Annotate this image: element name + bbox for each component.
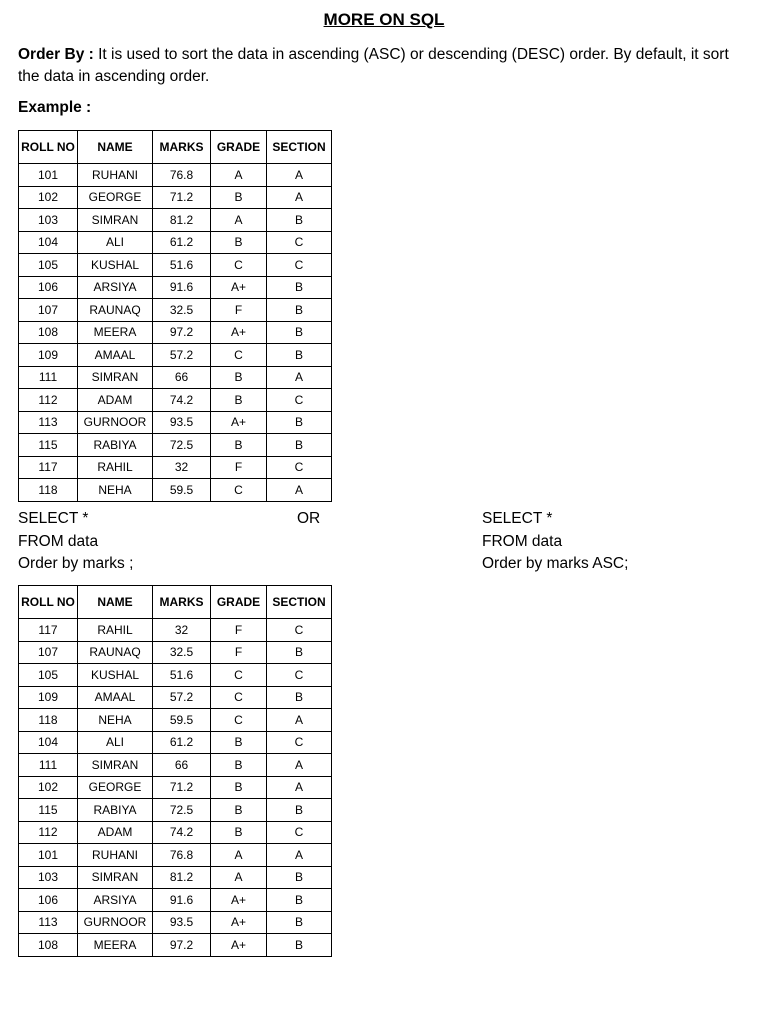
roll-no-cell: 102 <box>19 776 78 799</box>
table-row <box>19 389 332 412</box>
page-title: MORE ON SQL <box>323 10 445 29</box>
col-section: SECTION <box>267 586 332 619</box>
name-cell: ALI <box>78 731 153 754</box>
table-row <box>19 456 332 479</box>
marks-cell: 32.5 <box>153 641 211 664</box>
table-row <box>19 844 332 867</box>
section-cell: A <box>267 776 332 799</box>
grade-cell: C <box>211 479 267 502</box>
section-cell: C <box>267 664 332 687</box>
table-row <box>19 164 332 187</box>
roll-no-cell: 109 <box>19 344 78 367</box>
original-data-table <box>18 130 332 502</box>
name-cell: SIMRAN <box>78 209 153 232</box>
name-cell: ADAM <box>78 821 153 844</box>
example-label: Example : <box>18 99 92 116</box>
roll-no-cell: 106 <box>19 276 78 299</box>
grade-cell: B <box>211 754 267 777</box>
grade-cell: B <box>211 434 267 457</box>
grade-cell: C <box>211 344 267 367</box>
name-cell: AMAAL <box>78 686 153 709</box>
roll-no-cell: 115 <box>19 434 78 457</box>
table-row <box>19 686 332 709</box>
grade-cell: F <box>211 299 267 322</box>
grade-cell: C <box>211 686 267 709</box>
grade-cell: A+ <box>211 934 267 957</box>
marks-cell: 61.2 <box>153 231 211 254</box>
grade-cell: B <box>211 389 267 412</box>
name-cell: RABIYA <box>78 434 153 457</box>
marks-cell: 93.5 <box>153 411 211 434</box>
section-cell: A <box>267 186 332 209</box>
table-row <box>19 186 332 209</box>
roll-no-cell: 111 <box>19 754 78 777</box>
col-name: NAME <box>78 586 153 619</box>
col-grade: GRADE <box>211 586 267 619</box>
table-row <box>19 664 332 687</box>
name-cell: ARSIYA <box>78 276 153 299</box>
section-cell: B <box>267 911 332 934</box>
section-cell: C <box>267 254 332 277</box>
query-right <box>482 508 628 576</box>
name-cell: ALI <box>78 231 153 254</box>
table-row <box>19 754 332 777</box>
table-row <box>19 776 332 799</box>
marks-cell: 72.5 <box>153 799 211 822</box>
section-cell: B <box>267 934 332 957</box>
col-roll-no: ROLL NO <box>19 586 78 619</box>
grade-cell: A <box>211 209 267 232</box>
marks-cell: 93.5 <box>153 911 211 934</box>
section-cell: A <box>267 709 332 732</box>
table-row <box>19 299 332 322</box>
section-cell: C <box>267 821 332 844</box>
table-row <box>19 641 332 664</box>
col-section: SECTION <box>267 131 332 164</box>
section-cell: A <box>267 164 332 187</box>
grade-cell: A+ <box>211 276 267 299</box>
grade-cell: B <box>211 366 267 389</box>
marks-cell: 76.8 <box>153 844 211 867</box>
section-cell: C <box>267 389 332 412</box>
col-roll-no: ROLL NO <box>19 131 78 164</box>
grade-cell: A+ <box>211 321 267 344</box>
grade-cell: A <box>211 844 267 867</box>
name-cell: GEORGE <box>78 776 153 799</box>
query-left-select: SELECT * <box>18 510 89 527</box>
section-cell: A <box>267 844 332 867</box>
section-cell: B <box>267 411 332 434</box>
query-left-order: Order by marks ; <box>18 555 134 572</box>
marks-cell: 76.8 <box>153 164 211 187</box>
name-cell: SIMRAN <box>78 754 153 777</box>
name-cell: RAHIL <box>78 619 153 642</box>
marks-cell: 32 <box>153 619 211 642</box>
name-cell: RAUNAQ <box>78 641 153 664</box>
name-cell: MEERA <box>78 321 153 344</box>
table-row <box>19 866 332 889</box>
name-cell: RAHIL <box>78 456 153 479</box>
roll-no-cell: 112 <box>19 821 78 844</box>
section-cell: B <box>267 344 332 367</box>
grade-cell: B <box>211 799 267 822</box>
name-cell: SIMRAN <box>78 866 153 889</box>
name-cell: RUHANI <box>78 844 153 867</box>
name-cell: NEHA <box>78 479 153 502</box>
name-cell: KUSHAL <box>78 254 153 277</box>
table-row <box>19 619 332 642</box>
roll-no-cell: 106 <box>19 889 78 912</box>
name-cell: RUHANI <box>78 164 153 187</box>
table-row <box>19 254 332 277</box>
roll-no-cell: 102 <box>19 186 78 209</box>
grade-cell: B <box>211 731 267 754</box>
grade-cell: B <box>211 231 267 254</box>
name-cell: GURNOOR <box>78 411 153 434</box>
table-row <box>19 479 332 502</box>
marks-cell: 97.2 <box>153 934 211 957</box>
table-row <box>19 799 332 822</box>
section-cell: B <box>267 641 332 664</box>
roll-no-cell: 117 <box>19 456 78 479</box>
col-name: NAME <box>78 131 153 164</box>
marks-cell: 51.6 <box>153 254 211 277</box>
roll-no-cell: 112 <box>19 389 78 412</box>
table-row <box>19 821 332 844</box>
section-cell: B <box>267 209 332 232</box>
grade-cell: B <box>211 186 267 209</box>
sorted-data-table <box>18 585 332 957</box>
roll-no-cell: 118 <box>19 479 78 502</box>
grade-cell: F <box>211 456 267 479</box>
grade-cell: C <box>211 254 267 277</box>
roll-no-cell: 113 <box>19 911 78 934</box>
roll-no-cell: 104 <box>19 731 78 754</box>
table-row <box>19 731 332 754</box>
query-left <box>18 508 133 576</box>
or-label: OR <box>297 510 321 527</box>
marks-cell: 51.6 <box>153 664 211 687</box>
roll-no-cell: 107 <box>19 641 78 664</box>
marks-cell: 74.2 <box>153 389 211 412</box>
section-cell: B <box>267 321 332 344</box>
section-cell: A <box>267 479 332 502</box>
marks-cell: 91.6 <box>153 889 211 912</box>
name-cell: NEHA <box>78 709 153 732</box>
section-cell: B <box>267 434 332 457</box>
grade-cell: A <box>211 164 267 187</box>
name-cell: AMAAL <box>78 344 153 367</box>
roll-no-cell: 108 <box>19 321 78 344</box>
marks-cell: 97.2 <box>153 321 211 344</box>
grade-cell: C <box>211 709 267 732</box>
section-cell: B <box>267 866 332 889</box>
marks-cell: 91.6 <box>153 276 211 299</box>
section-cell: B <box>267 889 332 912</box>
col-marks: MARKS <box>153 131 211 164</box>
section-cell: C <box>267 731 332 754</box>
grade-cell: A+ <box>211 889 267 912</box>
name-cell: KUSHAL <box>78 664 153 687</box>
name-cell: MEERA <box>78 934 153 957</box>
table-header-row <box>19 586 332 619</box>
name-cell: RABIYA <box>78 799 153 822</box>
section-cell: B <box>267 686 332 709</box>
marks-cell: 57.2 <box>153 344 211 367</box>
table-row <box>19 366 332 389</box>
section-cell: C <box>267 456 332 479</box>
table-row <box>19 344 332 367</box>
name-cell: ARSIYA <box>78 889 153 912</box>
table-row <box>19 411 332 434</box>
roll-no-cell: 104 <box>19 231 78 254</box>
marks-cell: 71.2 <box>153 186 211 209</box>
section-cell: A <box>267 754 332 777</box>
name-cell: GEORGE <box>78 186 153 209</box>
section-cell: C <box>267 619 332 642</box>
grade-cell: A <box>211 866 267 889</box>
table-row <box>19 434 332 457</box>
table-row <box>19 321 332 344</box>
table-row <box>19 889 332 912</box>
marks-cell: 72.5 <box>153 434 211 457</box>
marks-cell: 71.2 <box>153 776 211 799</box>
section-cell: A <box>267 366 332 389</box>
grade-cell: A+ <box>211 911 267 934</box>
grade-cell: A+ <box>211 411 267 434</box>
order-by-term: Order By : <box>18 46 94 63</box>
grade-cell: B <box>211 821 267 844</box>
roll-no-cell: 111 <box>19 366 78 389</box>
roll-no-cell: 103 <box>19 866 78 889</box>
roll-no-cell: 101 <box>19 164 78 187</box>
roll-no-cell: 117 <box>19 619 78 642</box>
table-row <box>19 934 332 957</box>
order-by-description <box>18 44 753 88</box>
grade-cell: C <box>211 664 267 687</box>
query-left-from: FROM data <box>18 532 99 550</box>
marks-cell: 57.2 <box>153 686 211 709</box>
order-by-text: It is used to sort the data in ascending (ASC) or descending (DESC) order. By default, it sort the data in ascending order. <box>18 46 729 85</box>
section-cell: B <box>267 799 332 822</box>
marks-cell: 32.5 <box>153 299 211 322</box>
table-row <box>19 276 332 299</box>
roll-no-cell: 107 <box>19 299 78 322</box>
table-row <box>19 911 332 934</box>
roll-no-cell: 108 <box>19 934 78 957</box>
roll-no-cell: 105 <box>19 664 78 687</box>
marks-cell: 61.2 <box>153 731 211 754</box>
marks-cell: 59.5 <box>153 709 211 732</box>
table-row <box>19 209 332 232</box>
name-cell: GURNOOR <box>78 911 153 934</box>
roll-no-cell: 113 <box>19 411 78 434</box>
section-cell: B <box>267 276 332 299</box>
marks-cell: 32 <box>153 456 211 479</box>
marks-cell: 66 <box>153 754 211 777</box>
roll-no-cell: 105 <box>19 254 78 277</box>
roll-no-cell: 118 <box>19 709 78 732</box>
col-grade: GRADE <box>211 131 267 164</box>
query-right-select: SELECT * <box>482 510 553 527</box>
marks-cell: 66 <box>153 366 211 389</box>
query-right-order: Order by marks ASC; <box>482 555 629 572</box>
name-cell: SIMRAN <box>78 366 153 389</box>
table-row <box>19 231 332 254</box>
table-header-row <box>19 131 332 164</box>
roll-no-cell: 103 <box>19 209 78 232</box>
grade-cell: B <box>211 776 267 799</box>
table-row <box>19 709 332 732</box>
grade-cell: F <box>211 619 267 642</box>
name-cell: RAUNAQ <box>78 299 153 322</box>
marks-cell: 81.2 <box>153 866 211 889</box>
marks-cell: 81.2 <box>153 209 211 232</box>
col-marks: MARKS <box>153 586 211 619</box>
roll-no-cell: 101 <box>19 844 78 867</box>
section-cell: C <box>267 231 332 254</box>
section-cell: B <box>267 299 332 322</box>
roll-no-cell: 109 <box>19 686 78 709</box>
roll-no-cell: 115 <box>19 799 78 822</box>
name-cell: ADAM <box>78 389 153 412</box>
query-right-from: FROM data <box>482 532 563 550</box>
marks-cell: 74.2 <box>153 821 211 844</box>
marks-cell: 59.5 <box>153 479 211 502</box>
grade-cell: F <box>211 641 267 664</box>
